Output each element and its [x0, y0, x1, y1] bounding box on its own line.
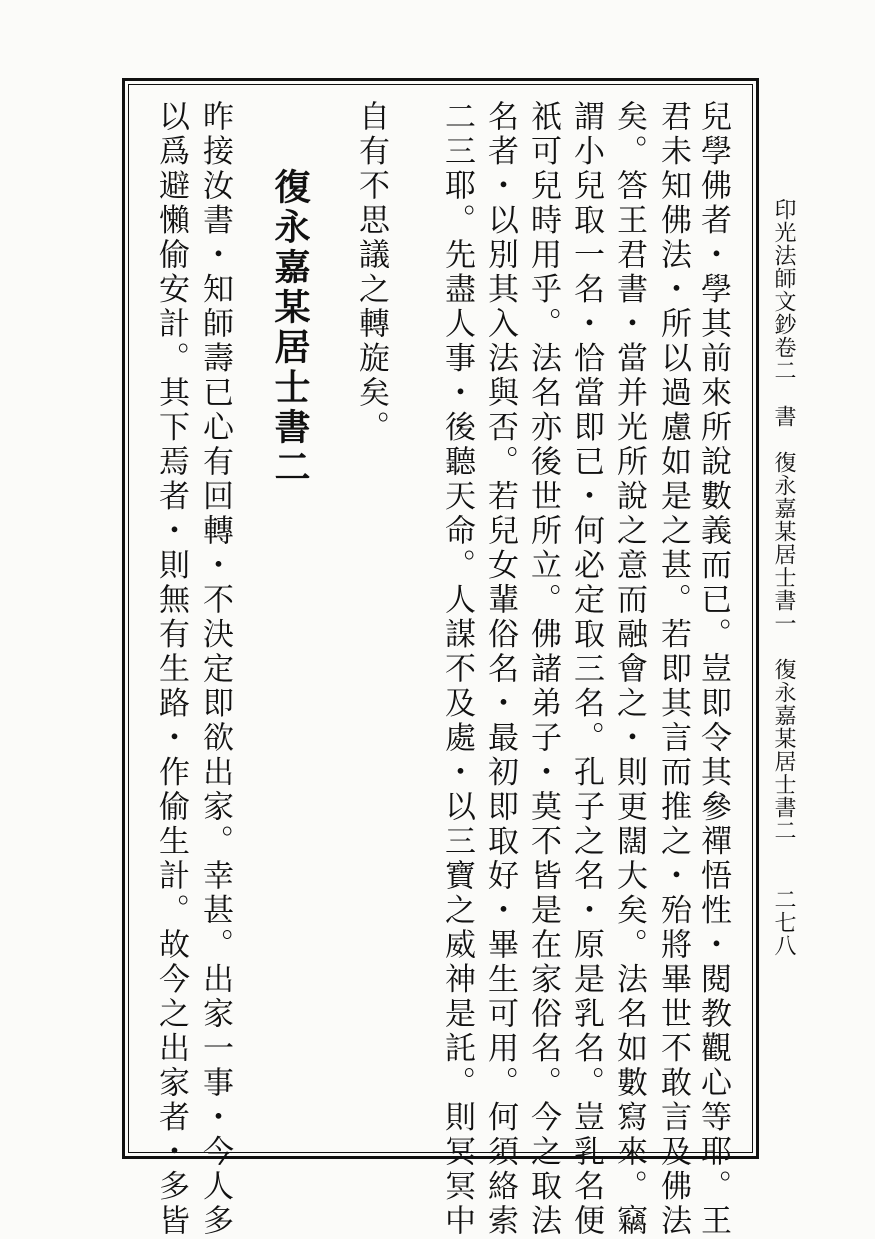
book-title: 印光法師文鈔卷二: [771, 198, 796, 382]
text-column-4: 謂小兒取一名・恰當即已・何必定取三名。孔子之名・原是乳名。豈乳名便: [568, 100, 604, 1239]
text-column-2: 君未知佛法・所以過慮如是之甚。若即其言而推之・殆將畢世不敢言及佛法: [655, 100, 691, 1239]
letter-titles: 復永嘉某居士書一 復永嘉某居士書二: [771, 451, 796, 842]
letter-title: 復永嘉某居士書二: [269, 168, 311, 488]
text-column-6: 名者・以別其入法與否。若兒女輩俗名・最初即取好・畢生可用。何須絡索: [482, 100, 518, 1239]
page-number: 二七八: [771, 888, 796, 957]
section-label: 書: [771, 405, 796, 428]
text-column-1: 兒學佛者・學其前來所說數義而已。豈即令其參禪悟性・閱教觀心等耶。王: [695, 100, 731, 1239]
text-column-3: 矣。答王君書・當并光所說之意而融會之・則更闊大矣。法名如數寫來。竊: [611, 100, 647, 1239]
text-column-10: 以爲避懶偷安計。其下焉者・則無有生路・作偷生計。故今之出家者・多皆: [153, 100, 189, 1239]
text-column-9: 昨接汝書・知師壽已心有回轉・不決定即欲出家。幸甚。出家一事・今人多: [197, 100, 233, 1239]
text-column-5: 祇可兒時用乎。法名亦後世所立。佛諸弟子・莫不皆是在家俗名。今之取法: [525, 100, 561, 1239]
text-column-8: 自有不思議之轉旋矣。: [353, 100, 389, 445]
running-header-book-title: [772, 198, 794, 842]
text-column-7: 二三耶。先盡人事・後聽天命。人謀不及處・以三寶之威神是託。則冥冥中: [439, 100, 475, 1239]
